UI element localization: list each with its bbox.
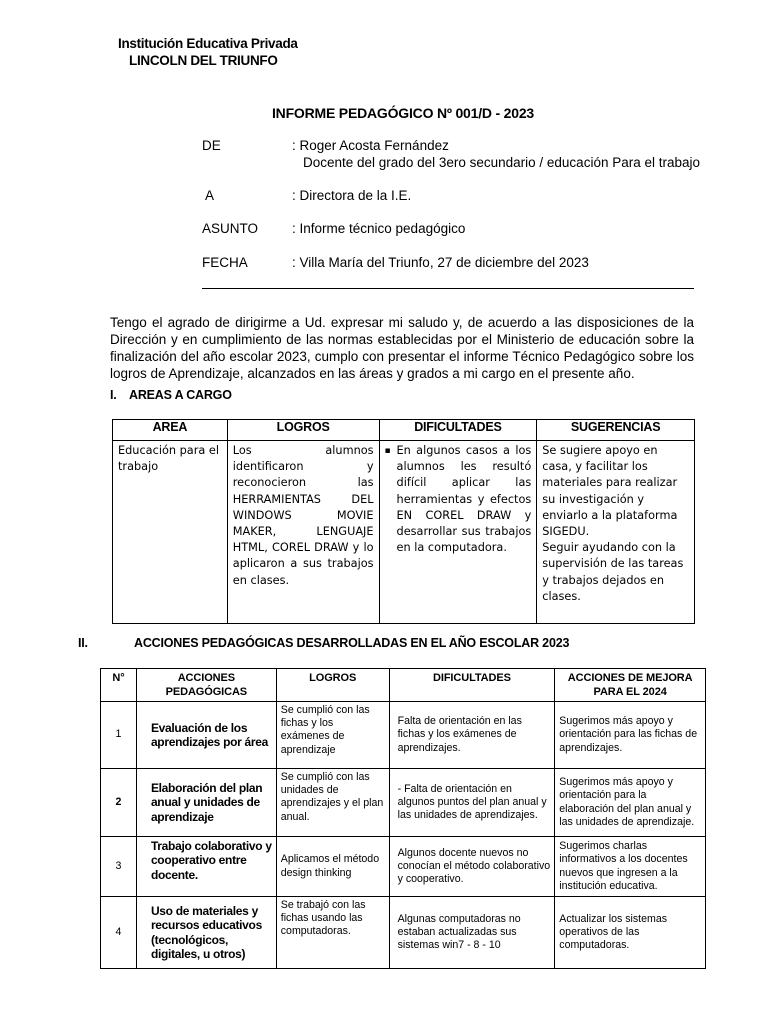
- table-row: [113, 441, 695, 624]
- dificultades-cell: Algunas computadoras no estaban actualizadas sus sistemas win7 - 8 - 10: [389, 897, 555, 969]
- col-logros: LOGROS: [276, 669, 389, 702]
- sugerencia-1: Se sugiere apoyo en casa, y facilitar los materiales para realizar su investigación y enviarlo a la plataforma SIGEDU.: [542, 444, 678, 539]
- table-row: [101, 769, 706, 837]
- area-cell: Educación para el trabajo: [113, 441, 228, 624]
- dificultades-cell: Algunos docente nuevos no conocían el método colaborativo y cooperativo.: [389, 837, 555, 897]
- section-2-heading: [78, 636, 569, 650]
- section-1-number: I.: [110, 388, 117, 402]
- from-label: DE: [202, 138, 221, 153]
- row-number: 3: [101, 837, 137, 897]
- logros-cell: Los alumnos identificaron y reconocieron las HERRAMIENTAS DEL WINDOWS MOVIE MAKER, LENGUAJE HTML, COREL DRAW y lo aplicaron a sus trabajos en clases.: [227, 441, 379, 624]
- date-value: : Villa María del Triunfo, 27 de diciembre del 2023: [292, 255, 589, 270]
- institution-header: [118, 35, 298, 69]
- col-dificultades: DIFICULTADES: [389, 669, 555, 702]
- col-number: N°: [101, 669, 137, 702]
- report-title-text: INFORME PEDAGÓGICO Nº 001/D - 2023: [271, 105, 535, 121]
- col-area: AREA: [113, 420, 228, 441]
- from-value: : Roger Acosta Fernández: [292, 138, 449, 153]
- logros-cell: Se cumplió con las unidades de aprendizajes y el plan anual.: [276, 769, 389, 837]
- section-1-title: AREAS A CARGO: [129, 388, 232, 402]
- accion-cell: Evaluación de los aprendizajes por área: [136, 702, 276, 769]
- sugerencia-2: Seguir ayudando con la supervisión de las tareas y trabajos dejados en clases.: [542, 541, 684, 603]
- row-number: 4: [101, 897, 137, 969]
- col-acciones: ACCIONES PEDAGÓGICAS: [136, 669, 276, 702]
- accion-cell: Trabajo colaborativo y cooperativo entre docente.: [136, 837, 276, 897]
- mejora-cell: Sugerimos charlas informativos a los docentes nuevos que ingresen a la institución educativa.: [555, 837, 706, 897]
- mejora-cell: Sugerimos más apoyo y orientación para la elaboración del plan anual y las unidades de aprendizaje.: [555, 769, 706, 837]
- section-2-number: II.: [78, 636, 88, 650]
- header-divider: [202, 288, 694, 289]
- institution-type: Institución Educativa Privada: [118, 36, 298, 51]
- areas-table: [112, 419, 695, 624]
- report-title: [0, 105, 768, 121]
- from-role-value: Docente del grado del 3ero secundario / educación Para el trabajo: [303, 155, 701, 170]
- row-number: 1: [101, 702, 137, 769]
- mejora-cell: Actualizar los sistemas operativos de las computadoras.: [555, 897, 706, 969]
- actions-table-header: [101, 669, 706, 702]
- sugerencias-cell: [537, 441, 695, 624]
- section-2-title: ACCIONES PEDAGÓGICAS DESARROLLADAS EN EL AÑO ESCOLAR 2023: [134, 636, 570, 650]
- col-mejora: ACCIONES DE MEJORA PARA EL 2024: [555, 669, 706, 702]
- accion-cell: Uso de materiales y recursos educativos (tecnológicos, digitales, u otros): [136, 897, 276, 969]
- actions-table: [100, 668, 706, 969]
- dificultades-cell: Falta de orientación en las fichas y los exámenes de aprendizajes.: [389, 702, 555, 769]
- logros-cell: Se trabajó con las fichas usando las computadoras.: [276, 897, 389, 969]
- dificultades-text: En algunos casos a los alumnos les resultó difícil aplicar las herramientas y efectos EN COREL DRAW y desarrollar sus trabajos en la computadora.: [396, 444, 532, 555]
- bullet-item: [385, 443, 532, 556]
- col-dificultades: DIFICULTADES: [379, 420, 537, 441]
- table-row: [101, 837, 706, 897]
- col-logros: LOGROS: [227, 420, 379, 441]
- bullet-icon: ▪: [384, 446, 391, 456]
- date-label: FECHA: [202, 255, 248, 270]
- table-row: [101, 897, 706, 969]
- institution-name: LINCOLN DEL TRIUNFO: [129, 53, 278, 68]
- accion-cell: Elaboración del plan anual y unidades de aprendizaje: [136, 769, 276, 837]
- subject-label: ASUNTO: [202, 221, 259, 236]
- subject-value: : Informe técnico pedagógico: [292, 221, 466, 236]
- logros-cell: Se cumplió con las fichas y los exámenes de aprendizaje: [276, 702, 389, 769]
- dificultades-cell: - Falta de orientación en algunos puntos del plan anual y las unidades de aprendizajes.: [389, 769, 555, 837]
- col-sugerencias: SUGERENCIAS: [537, 420, 695, 441]
- dificultades-cell: [379, 441, 537, 624]
- to-value: : Directora de la I.E.: [292, 188, 412, 203]
- logros-cell: Aplicamos el método design thinking: [276, 837, 389, 897]
- areas-table-header: [113, 420, 695, 441]
- table-row: [101, 702, 706, 769]
- section-1-heading: [110, 388, 232, 402]
- row-number: 2: [101, 769, 137, 837]
- intro-paragraph: Tengo el agrado de dirigirme a Ud. expresar mi saludo y, de acuerdo a las disposiciones de la Dirección y en cumplimiento de las normas establecidas por el Ministerio de educación sobre la finalización del año escolar 2023, cumplo con presentar el informe Técnico Pedagógico sobre los logros de Aprendizaje, alcanzados en las áreas y grados a mi cargo en el presente año.: [110, 315, 694, 381]
- to-label: A: [205, 188, 215, 203]
- mejora-cell: Sugerimos más apoyo y orientación para las fichas de aprendizajes.: [555, 702, 706, 769]
